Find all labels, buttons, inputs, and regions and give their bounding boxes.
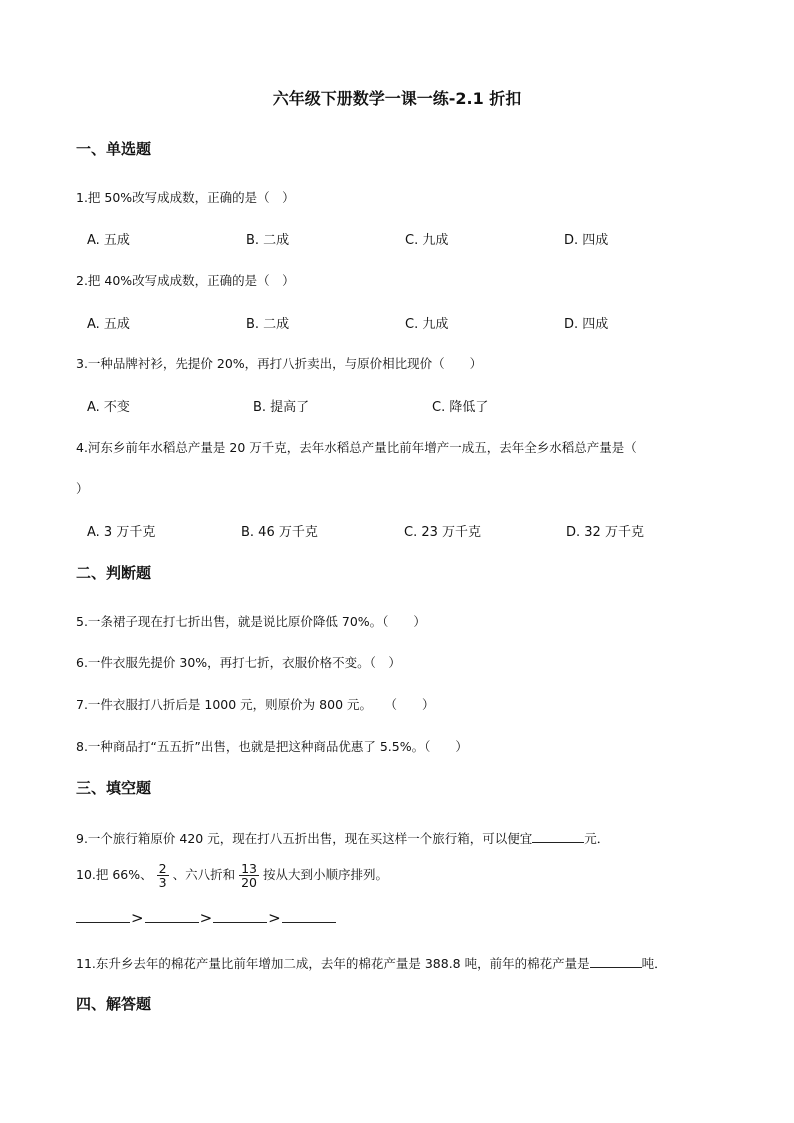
q1-option-a: A. 五成 [87, 233, 130, 248]
question-11 [76, 954, 667, 972]
question-10-text-end: 按从大到小顺序排列。 [263, 867, 389, 882]
fraction-two-thirds [157, 862, 169, 889]
q4-option-c: C. 23 万千克 [404, 525, 482, 540]
fraction-thirteen-twentieths [239, 862, 259, 889]
answer-blank[interactable] [213, 908, 267, 923]
question-10-text-middle: 、六八折和 [172, 867, 236, 882]
q2-option-c: C. 九成 [405, 317, 449, 332]
q2-option-a: A. 五成 [87, 317, 130, 332]
fraction-numerator: 2 [158, 861, 167, 876]
question-10-text-start: 10.把 66%、 [76, 867, 153, 882]
q1-option-c: C. 九成 [405, 233, 449, 248]
question-9 [76, 829, 609, 847]
q3-option-a: A. 不变 [87, 400, 130, 415]
q4-option-d: D. 32 万千克 [566, 525, 644, 540]
section-heading-true-false: 二、判断题 [76, 564, 152, 582]
question-10 [76, 862, 388, 889]
ranking-blanks [76, 908, 336, 927]
q3-option-b: B. 提高了 [253, 400, 310, 415]
question-6: 6.一件衣服先提价 30%，再打七折，衣服价格不变。（ ） [76, 655, 401, 670]
greater-than-sign: > [268, 909, 281, 927]
page-title: 六年级下册数学一课一练-2.1 折扣 [272, 89, 522, 108]
question-8: 8.一种商品打“五五折”出售，也就是把这种商品优惠了 5.5%。（ ） [76, 739, 468, 754]
greater-than-sign: > [199, 909, 213, 927]
question-2: 2.把 40%改写成成数，正确的是（ ） [76, 273, 295, 288]
section-heading-solutions: 四、解答题 [76, 995, 152, 1013]
q2-option-b: B. 二成 [246, 317, 290, 332]
q4-option-a: A. 3 万千克 [87, 525, 156, 540]
answer-blank[interactable] [145, 908, 199, 923]
question-3: 3.一种品牌衬衫，先提价 20%，再打八折卖出，与原价相比现价（ ） [76, 356, 483, 371]
question-7: 7.一件衣服打八折后是 1000 元，则原价为 800 元。 （ ） [76, 697, 435, 712]
fraction-denominator: 20 [241, 875, 258, 890]
q1-option-d: D. 四成 [564, 233, 609, 248]
q4-option-b: B. 46 万千克 [241, 525, 318, 540]
fraction-denominator: 3 [158, 875, 167, 890]
question-5: 5.一条裙子现在打七折出售，就是说比原价降低 70%。（ ） [76, 614, 426, 629]
answer-blank[interactable] [532, 830, 584, 843]
question-9-text: 9.一个旅行箱原价 420 元，现在打八五折出售，现在买这样一个旅行箱，可以便宜 [76, 831, 533, 846]
question-11-text: 11.东升乡去年的棉花产量比前年增加二成，去年的棉花产量是 388.8 吨，前年的棉花产量是 [76, 956, 590, 971]
greater-than-sign: > [131, 909, 144, 927]
question-4-continued: ） [76, 481, 89, 496]
q2-option-d: D. 四成 [564, 317, 609, 332]
answer-blank[interactable] [76, 908, 130, 923]
question-11-unit: 吨． [641, 956, 667, 971]
section-heading-fill-blank: 三、填空题 [76, 779, 152, 797]
section-heading-single-choice: 一、单选题 [76, 140, 152, 158]
q1-option-b: B. 二成 [246, 233, 290, 248]
question-1: 1.把 50%改写成成数，正确的是（ ） [76, 190, 295, 205]
answer-blank[interactable] [282, 908, 336, 923]
question-4: 4.河东乡前年水稻总产量是 20 万千克，去年水稻总产量比前年增产一成五，去年全乡水稻总产量是（ [76, 440, 637, 455]
q3-option-c: C. 降低了 [432, 400, 489, 415]
answer-blank[interactable] [590, 955, 642, 968]
question-9-unit: 元． [584, 831, 610, 846]
fraction-numerator: 13 [241, 861, 258, 876]
